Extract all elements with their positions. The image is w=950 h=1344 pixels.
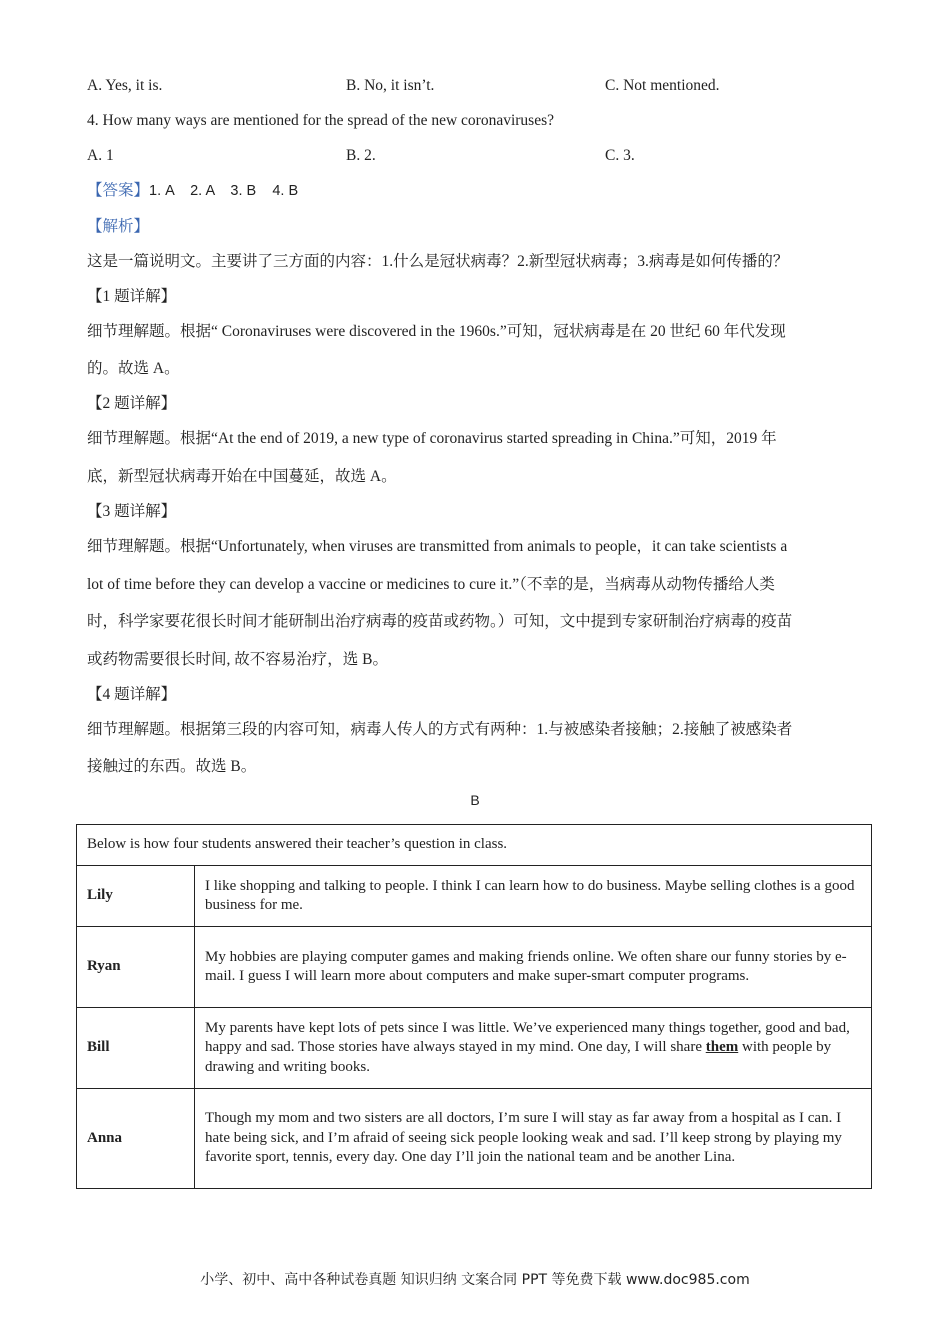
q1-line-2: 的。故选 A。 bbox=[87, 360, 180, 377]
underlined-word: them bbox=[705, 1039, 739, 1056]
option-q4-c: C. 3. bbox=[605, 147, 635, 164]
q1-line-1: 细节理解题。根据“ Coronaviruses were discovered in the 1960s.”可知，冠状病毒是在 20 世纪 60 年代发现 bbox=[87, 323, 786, 340]
table-row bbox=[77, 1089, 872, 1189]
table-row bbox=[77, 1008, 872, 1089]
student-answer: My hobbies are playing computer games and making friends online. We often share our funny stories by e-mail. I guess I will learn more about computers and make super-smart computer programs. bbox=[195, 927, 872, 1008]
q2-heading: 【2 题详解】 bbox=[87, 395, 177, 412]
q4-heading: 【4 题详解】 bbox=[87, 686, 177, 703]
answer-text-before: My parents have kept lots of pets since I was little. We’ve experienced many things together, good and bad, happy and sad. Those stories have always stayed in my mind. One day, I will share bbox=[205, 1019, 850, 1056]
student-answer bbox=[195, 1008, 872, 1089]
student-name: Ryan bbox=[77, 927, 195, 1008]
q3-line-3: 时，科学家要花很长时间才能研制出治疗病毒的疫苗或药物。）可知，文中提到专家研制治疗病毒的疫苗 bbox=[87, 613, 793, 630]
page-footer: 小学、初中、高中各种试卷真题 知识归纳 文案合同 PPT 等免费下载 www.doc985.com bbox=[200, 1272, 750, 1288]
students-table bbox=[76, 824, 872, 1189]
option-q4-b: B. 2. bbox=[346, 147, 376, 164]
q3-line-4: 或药物需要很长时间, 故不容易治疗，选 B。 bbox=[87, 651, 388, 668]
answer-line bbox=[87, 181, 298, 201]
student-name: Anna bbox=[77, 1089, 195, 1189]
option-q3-a: A. Yes, it is. bbox=[87, 77, 163, 94]
answer-text-after: with people by drawing and writing books. bbox=[205, 1039, 832, 1075]
student-name: Bill bbox=[77, 1008, 195, 1089]
question-4: 4. How many ways are mentioned for the spread of the new coronaviruses? bbox=[87, 112, 554, 129]
q2-line-1: 细节理解题。根据“At the end of 2019, a new type of coronavirus started spreading in China.”可知，2019 年 bbox=[87, 430, 777, 447]
q4-line-1: 细节理解题。根据第三段的内容可知，病毒人传人的方式有两种：1.与被感染者接触；2.接触了被感染者 bbox=[87, 721, 793, 738]
student-name: Lily bbox=[77, 866, 195, 927]
q2-line-2: 底，新型冠状病毒开始在中国蔓延，故选 A。 bbox=[87, 468, 397, 485]
table-intro: Below is how four students answered their teacher’s question in class. bbox=[77, 825, 872, 866]
answer-label: 【答案】 bbox=[87, 182, 150, 199]
table-row bbox=[77, 866, 872, 927]
answer-text: 1. A 2. A 3. B 4. B bbox=[149, 183, 299, 199]
q3-line-1: 细节理解题。根据“Unfortunately, when viruses are transmitted from animals to people，it can take scientists a bbox=[87, 538, 788, 555]
table-row bbox=[77, 927, 872, 1008]
q3-heading: 【3 题详解】 bbox=[87, 503, 177, 520]
summary: 这是一篇说明文。主要讲了三方面的内容：1.什么是冠状病毒？2.新型冠状病毒；3.病毒是如何传播的？ bbox=[87, 253, 789, 270]
q4-line-2: 接触过的东西。故选 B。 bbox=[87, 758, 257, 775]
q1-heading: 【1 题详解】 bbox=[87, 288, 177, 305]
option-q4-a: A. 1 bbox=[87, 147, 114, 164]
option-q3-b: B. No, it isn’t. bbox=[346, 77, 435, 94]
analysis-label: 【解析】 bbox=[87, 218, 150, 235]
option-q3-c: C. Not mentioned. bbox=[605, 77, 720, 94]
q3-line-2: lot of time before they can develop a vaccine or medicines to cure it.”（不幸的是，当病毒从动物传播给人类 bbox=[87, 576, 775, 593]
section-b-title: B bbox=[470, 792, 480, 808]
student-answer: Though my mom and two sisters are all doctors, I’m sure I will stay as far away from a hospital as I can. I hate being sick, and I’m afraid of seeing sick people looking weak and sad. I’ll keep strong by playing my favorite sport, tennis, every day. One day I’ll join the national team and be another Lina. bbox=[195, 1089, 872, 1189]
table-intro-row bbox=[77, 825, 872, 866]
student-answer: I like shopping and talking to people. I think I can learn how to do business. Maybe selling clothes is a good business for me. bbox=[195, 866, 872, 927]
